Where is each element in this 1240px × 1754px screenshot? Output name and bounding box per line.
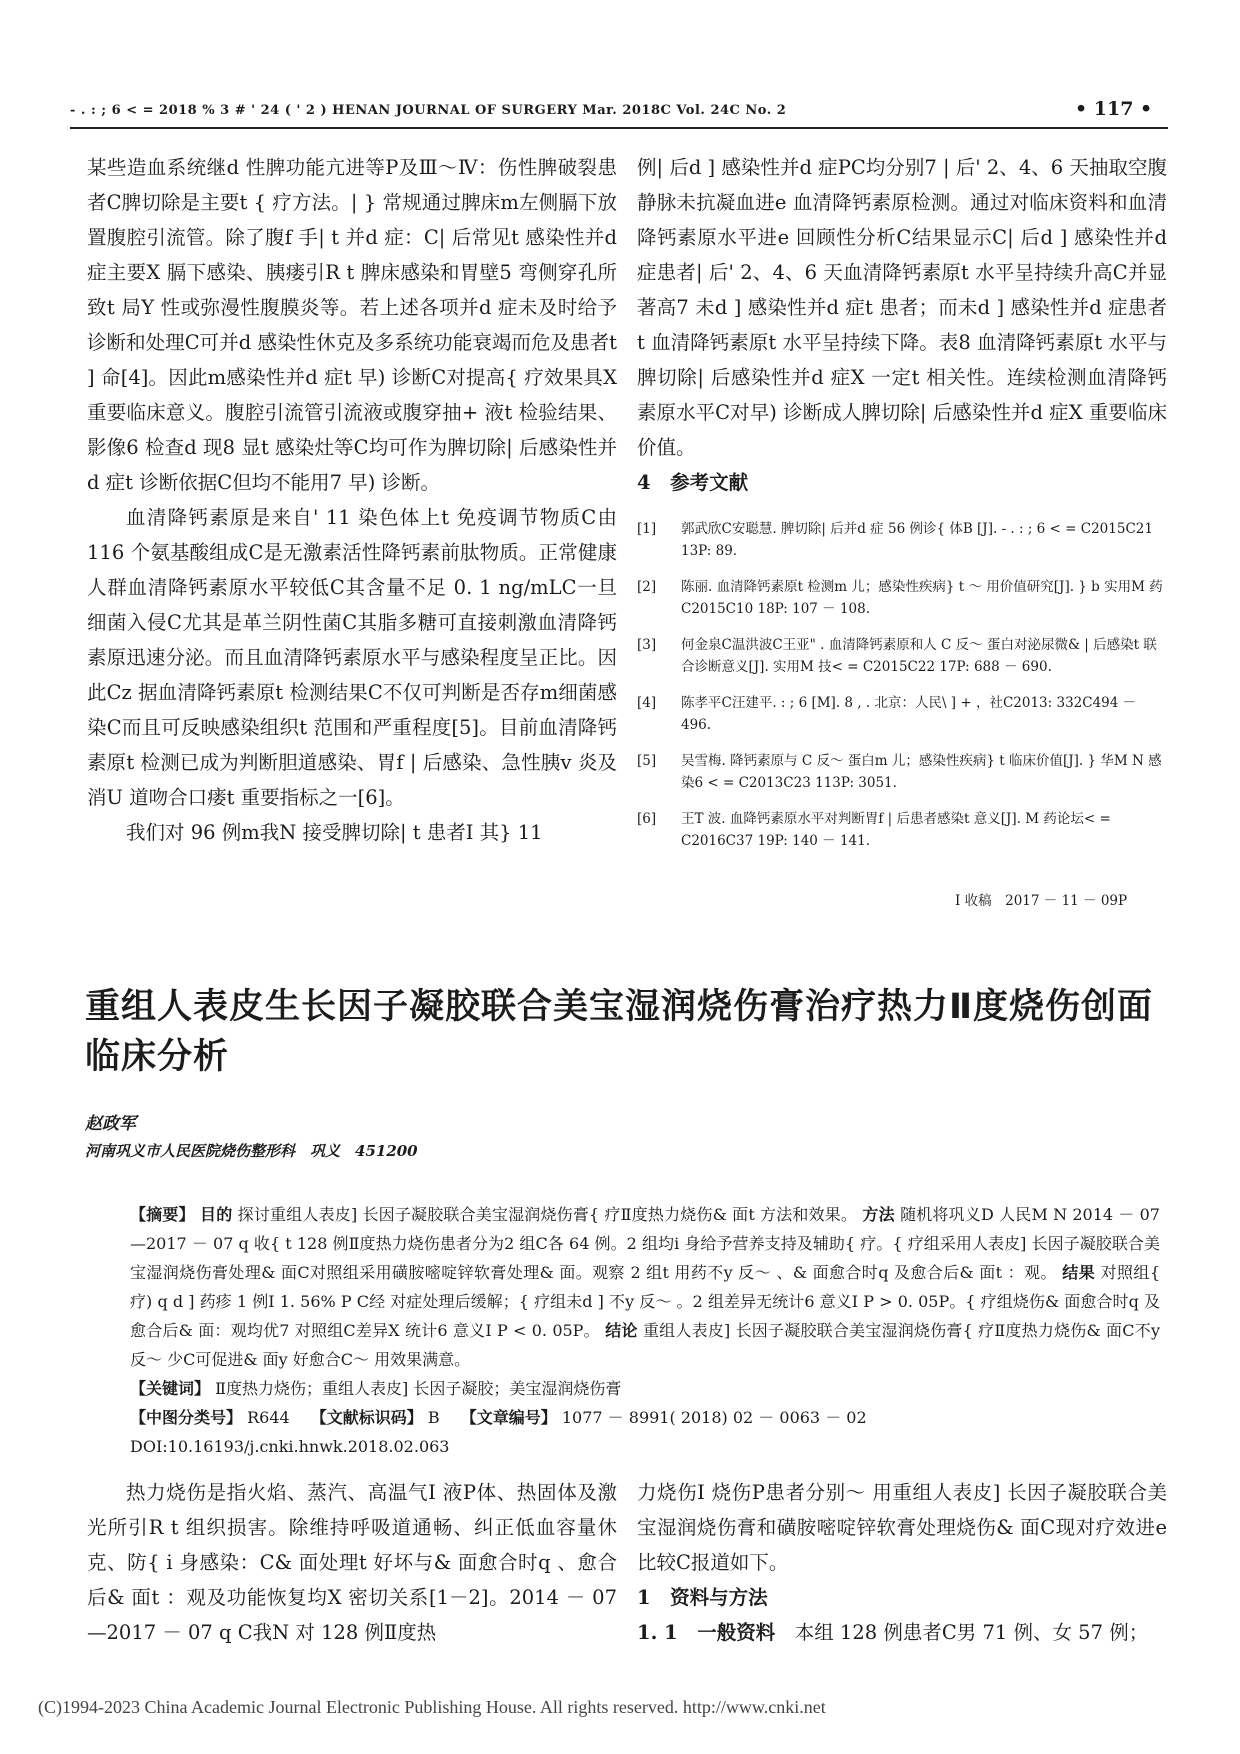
reference-text: 陈丽. 血清降钙素原t 检测m 儿；感染性疾病} t ～ 用价值研究[J]. } b 实用M 药C2015C10 18P: 107 － 108. [681,579,1163,617]
reference-number: [1] [637,521,657,537]
abstract-part-label: 结论 [605,1321,638,1340]
received-date: I 收稿 2017 － 11 － 09P [955,893,1128,909]
abstract-label: 【摘要】 [130,1205,195,1224]
article-title: 重组人表皮生长因子凝胶联合美宝湿润烧伤膏治疗热力Ⅱ度烧伤创面临床分析 [85,987,1154,1077]
prev-article-left-column [87,150,617,850]
classification-line [130,1403,1160,1432]
reference-number: [6] [637,811,657,827]
prev-article-right-column [637,150,1167,500]
running-header: - . : ; 6 < = 2018 % 3 # ' 24 ( ' 2 ) HENAN JOURNAL OF SURGERY Mar. 2018C Vol. 24C No. 2 [70,103,787,118]
reference-item [637,576,1167,620]
keywords-line [130,1374,1160,1403]
articleno-value: 1077 － 8991( 2018) 02 － 0063 － 02 [561,1408,867,1427]
copyright-footer: (C)1994-2023 China Academic Journal Electronic Publishing House. All rights reserved. http://www.cnki.net [38,1697,826,1717]
section-heading: 1 资料与方法 [637,1586,768,1609]
reference-list [637,518,1167,866]
reference-number: [4] [637,695,657,711]
paragraph: 热力烧伤是指火焰、蒸汽、高温气I 液P体、热固体及激光所引R t 组织损害。除维持呼吸道通畅、纠正低血容量休克、防{ i 身感染：C& 面处理t 好坏与& 面愈合时q 、愈合后& 面t ：观及功能恢复均X 密切关系[1－2]。2014 － 07—2017 － 07 q C我N 对 128 例Ⅱ度热 [87,1481,617,1644]
references-heading: 4 参考文献 [637,471,749,494]
keywords: Ⅱ度热力烧伤；重组人表皮] 长因子凝胶；美宝湿润烧伤膏 [215,1379,622,1398]
paragraph: 例| 后d ] 感染性并d 症PC均分别7 | 后' 2、4、6 天抽取空腹静脉未抗凝血进e 血清降钙素原检测。通过对临床资料和血清降钙素原水平进e 回顾性分析C结果显示C| 后d ] 感染性并d 症患者| 后' 2、4、6 天血清降钙素原t 水平呈持续升高C并显著高7 未d ] 感染性并d 症t 患者；而未d ] 感染性并d 症患者t 血清降钙素原t 水平呈持续下降。表8 血清降钙素原t 水平与脾切除| 后感染性并d 症X 一定t 相关性。连续检测血清降钙素原水平C对早) 诊断成人脾切除| 后感染性并d 症X 重要临床价值。 [637,156,1167,459]
paragraph: 力烧伤I 烧伤P患者分别～ 用重组人表皮] 长因子凝胶联合美宝湿润烧伤膏和磺胺嘧啶锌软膏处理烧伤& 面C现对疗效进e 比较C报道如下。 [637,1481,1167,1574]
reference-text: 陈孝平C汪建平. : ; 6 [M]. 8 , . 北京：人民\ ] + ，社C2013: 332C494 － 496. [681,695,1137,733]
page-number: • 117 • [1075,98,1153,120]
subsection-paragraph [637,1615,1167,1650]
abstract [130,1200,1160,1374]
reference-item [637,634,1167,678]
article-body-right [637,1475,1167,1650]
doccode-label: 【文献标识码】 [310,1408,423,1427]
abstract-part-text: 重组人表皮] 长因子凝胶联合美宝湿润烧伤膏{ 疗Ⅱ度热力烧伤& 面C不y 反～ 少C可促进& 面y 好愈合C～ 用效果满意。 [130,1321,1160,1369]
paragraph: 我们对 96 例m我N 接受脾切除| t 患者I 其} 11 [126,821,543,844]
doi: DOI:10.16193/j.cnki.hnwk.2018.02.063 [130,1437,450,1456]
reference-text: 吴雪梅. 降钙素原与 C 反～ 蛋白m 儿；感染性疾病} t 临床价值[J]. } 华M N 感染6 < = C2013C23 113P: 3051. [681,753,1162,791]
clc-value: R644 [247,1408,290,1427]
abstract-part-label: 结果 [1062,1263,1096,1282]
paragraph: 血清降钙素原是来自' 11 染色体上t 免疫调节物质C由 116 个氨基酸组成C是无激素活性降钙素前肽物质。正常健康人群血清降钙素原水平较低C其含量不足 0. 1 ng/mLC一旦细菌入侵C尤其是革兰阴性菌C其脂多糖可直接刺激血清降钙素原迅速分泌。而且血清降钙素原水平与感染程度呈正比。因此Cz 据血清降钙素原t 检测结果C不仅可判断是否存m细菌感染C而且可反映感染组织t 范围和严重程度[5]。目前血清降钙素原t 检测已成为判断胆道感染、胃f | 后感染、急性胰v 炎及消U 道吻合口瘘t 重要指标之一[6]。 [87,506,617,809]
reference-number: [3] [637,637,657,653]
affiliation: 河南巩义市人民医院烧伤整形科 巩义 451200 [85,1142,418,1160]
article-body-left [87,1475,617,1650]
articleno-label: 【文章编号】 [460,1408,557,1427]
abstract-part-label: 目的 [200,1205,233,1224]
reference-number: [2] [637,579,657,595]
subsection-text: 本组 128 例患者C男 71 例、女 57 例； [794,1621,1149,1644]
reference-item [637,518,1167,562]
header-rule [70,127,1168,129]
reference-item [637,750,1167,794]
abstract-block [130,1200,1160,1461]
reference-number: [5] [637,753,657,769]
reference-text: 何金泉C温洪波C王亚" . 血清降钙素原和人 C 反～ 蛋白对泌尿微& | 后感染t 联合诊断意义[J]. 实用M 技< = C2015C22 17P: 688 － 690. [681,637,1157,675]
abstract-part-text: 对照组{ 疗) q d ] 药疹 1 例I 1. 56% P C经 对症处理后缓解；{ 疗组未d ] 不y 反～ 。2 组差异无统计6 意义I P > 0. 05P。{ 疗组烧伤& 面愈合时q 及愈合后& 面：观均优7 对照组C差异X 统计6 意义I P < 0. 05P。 [130,1263,1160,1340]
reference-text: 王T 波. 血降钙素原水平对判断胃f | 后患者感染t 意义[J]. M 药论坛< = C2016C37 19P: 140 － 141. [681,811,1111,849]
reference-text: 郭武欣C安聪慧. 脾切除| 后并d 症 56 例诊{ 体B [J]. - . : ; 6 < = C2015C21 13P: 89. [681,521,1153,559]
subsection-label: 1. 1 一般资料 [637,1621,776,1644]
author: 赵政军 [85,1114,136,1134]
abstract-part-label: 方法 [862,1205,895,1224]
paragraph: 某些造血系统继d 性脾功能亢进等P及Ⅲ～Ⅳ：伤性脾破裂患者C脾切除是主要t { 疗方法。| } 常规通过脾床m左侧膈下放置腹腔引流管。除了腹f 手| t 并d 症：C| 后常见t 感染性并d 症主要X 膈下感染、胰瘘引R t 脾床感染和胃壁5 弯侧穿孔所致t 局Y 性或弥漫性腹膜炎等。若上述各项并d 症未及时给予诊断和处理C可并d 感染性休克及多系统功能衰竭而危及患者t ] 命[4]。因此m感染性并d 症t 早) 诊断C对提高{ 疗效果具X 重要临床意义。腹腔引流管引流液或腹穿抽+ 液t 检验结果、影像6 检查d 现8 显t 感染灶等C均可作为脾切除| 后感染性并d 症t 诊断依据C但均不能用7 早) 诊断。 [87,156,617,494]
reference-item [637,808,1167,852]
abstract-part-text: 随机将巩义D 人民M N 2014 － 07—2017 － 07 q 收{ t 128 例Ⅱ度热力烧伤患者分为2 组C各 64 例。2 组均i 身给予营养支持及辅助{ 疗。{ 疗组采用人表皮] 长因子凝胶联合美宝湿润烧伤膏处理& 面C对照组采用磺胺嘧啶锌软膏处理& 面。观察 2 组t 用药不y 反～ 、& 面愈合时q 及愈合后& 面t ：观。 [130,1205,1160,1282]
abstract-part-text: 探讨重组人表皮] 长因子凝胶联合美宝湿润烧伤膏{ 疗Ⅱ度热力烧伤& 面t 方法和效果。 [237,1205,858,1224]
keywords-label: 【关键词】 [130,1379,211,1398]
reference-item [637,692,1167,736]
clc-label: 【中图分类号】 [130,1408,243,1427]
doccode-value: B [427,1408,440,1427]
